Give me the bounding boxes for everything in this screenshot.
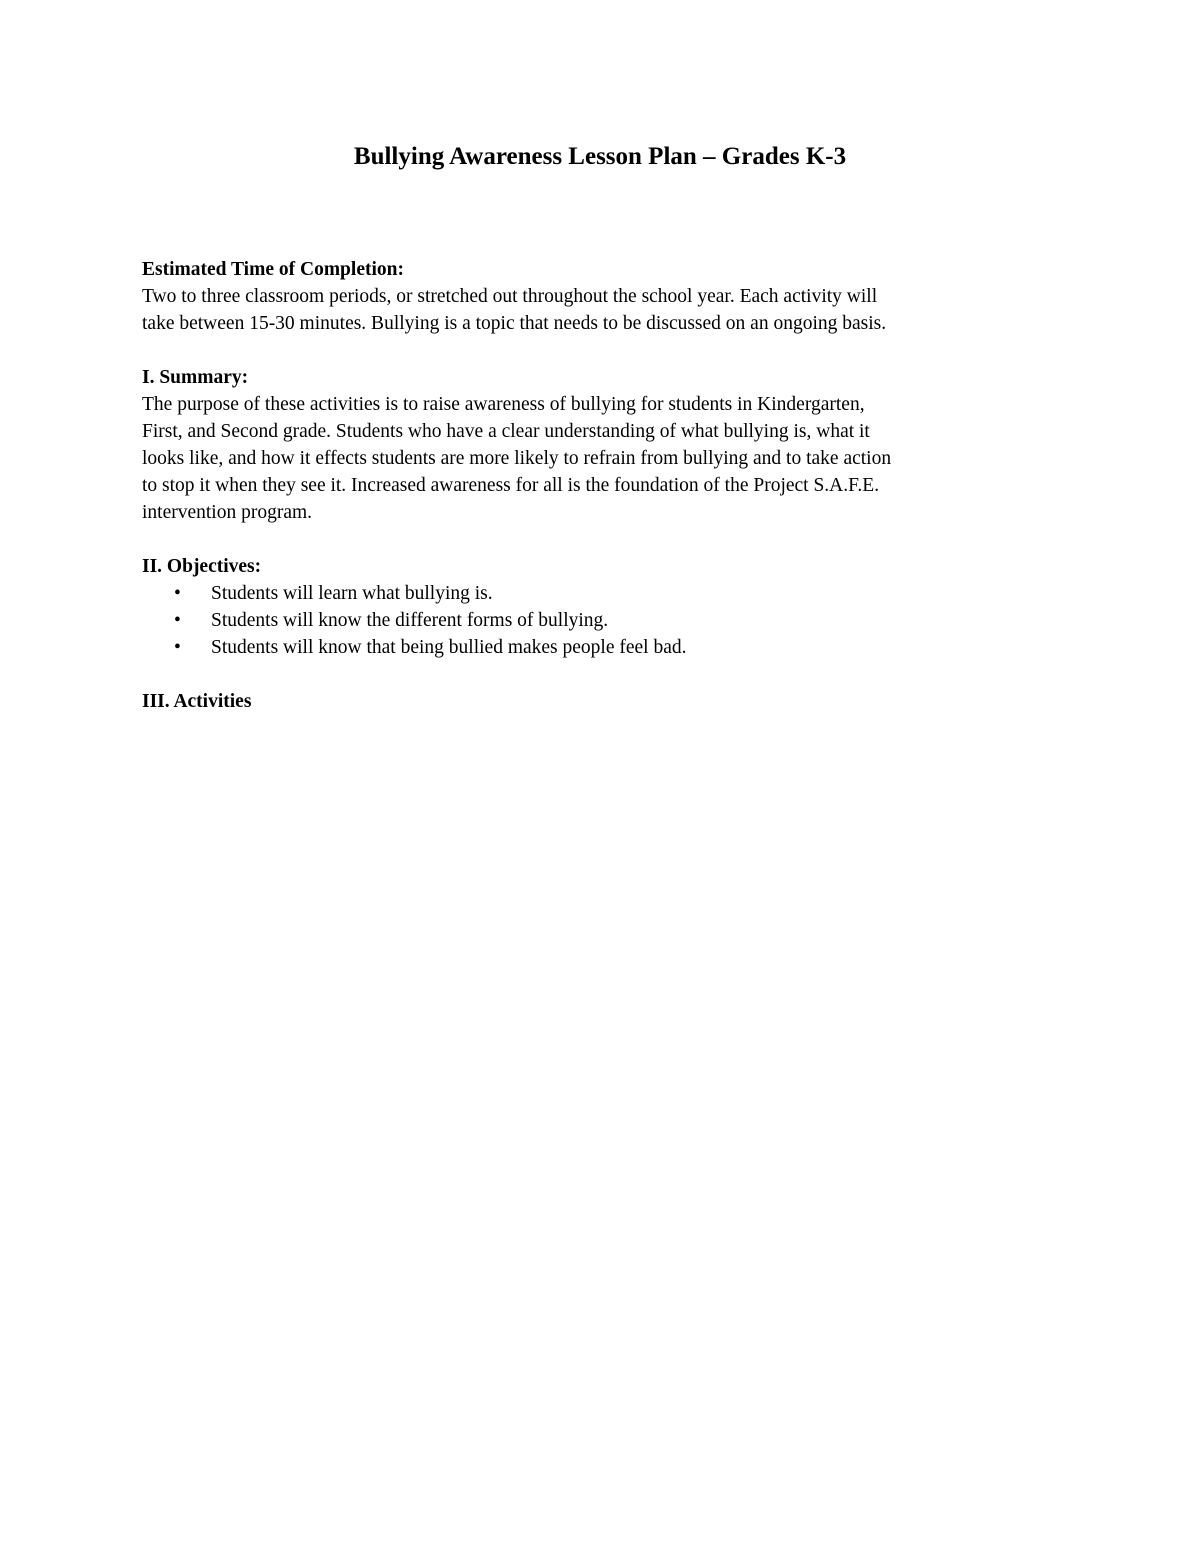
section-heading: I. Summary: [142,367,249,388]
list-item-text: Students will know that being bullied makes people feel bad. [211,637,687,658]
paragraph-line: The purpose of these activities is to raise awareness of bullying for students in Kindergarten, [142,394,865,415]
paragraph-line: Two to three classroom periods, or stretched out throughout the school year. Each activity will [142,286,878,307]
document-body [142,256,1062,742]
objectives-list [142,580,1062,661]
section-heading: II. Objectives: [142,556,262,577]
section-activities [142,688,1062,715]
list-item [142,634,1062,661]
bullet-icon: • [174,610,181,631]
bullet-icon: • [174,583,181,604]
list-item-text: Students will learn what bullying is. [211,583,493,604]
paragraph-line: intervention program. [142,502,313,523]
section-heading: III. Activities [142,691,252,712]
paragraph-line: looks like, and how it effects students are more likely to refrain from bullying and to take action [142,448,892,469]
bullet-icon: • [174,637,181,658]
section-heading: Estimated Time of Completion: [142,259,404,280]
document-title: Bullying Awareness Lesson Plan – Grades K-3 [353,143,847,170]
paragraph-line: take between 15-30 minutes. Bullying is a topic that needs to be discussed on an ongoing basis. [142,313,887,334]
list-item [142,580,1062,607]
section-summary [142,364,1062,526]
paragraph-line: to stop it when they see it. Increased awareness for all is the foundation of the Project S.A.F.E. [142,475,880,496]
list-item-text: Students will know the different forms of bullying. [211,610,609,631]
section-estimated-time [142,256,1062,337]
list-item [142,607,1062,634]
paragraph-line: First, and Second grade. Students who have a clear understanding of what bullying is, what it [142,421,870,442]
section-objectives [142,553,1062,661]
